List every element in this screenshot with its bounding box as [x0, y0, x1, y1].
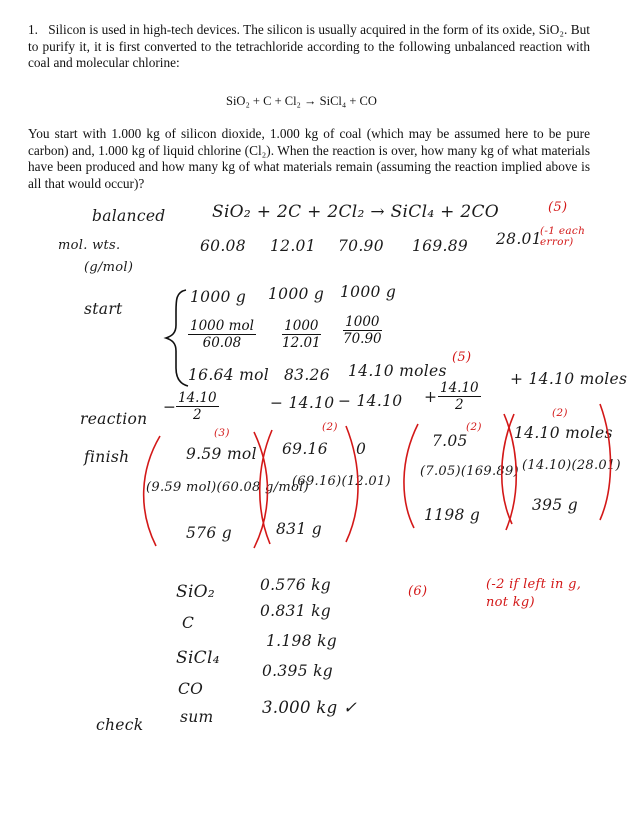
check-label: check — [96, 716, 144, 734]
start-frac-cl2 — [343, 314, 382, 347]
start-moles-c: 83.26 — [284, 366, 330, 384]
start-points: (5) — [452, 350, 472, 365]
summary-c-name: C — [182, 614, 195, 632]
summary-c-value: 0.831 kg — [260, 602, 332, 620]
molwt-label: mol. wts. — [58, 238, 121, 253]
finish-cl2-mol: 0 — [356, 440, 367, 458]
sum-value: 3.000 kg ✓ — [262, 698, 358, 717]
start-brace — [166, 290, 188, 386]
start-label: start — [84, 300, 123, 318]
finish-sio2-calc: (9.59 mol)(60.08 g/mol) — [146, 480, 309, 495]
summary-sicl4-name: SiCl₄ — [176, 648, 220, 668]
problem-number: 1. — [28, 22, 38, 37]
molwt-co: 28.01 — [496, 230, 542, 248]
reaction-c: − 14.10 — [270, 394, 335, 412]
start-moles-sio2: 16.64 mol — [188, 366, 269, 384]
finish-c-g: 831 g — [276, 520, 322, 538]
problem-intro-text: Silicon is used in high-tech devices. The silicon is usually acquired in the form of its oxide, SiO₂. But to purify it, it is first converted to the tetrachloride according to the following unbalanced reaction with coal and molecular chlorine: — [28, 22, 590, 70]
finish-sio2-g: 576 g — [186, 524, 232, 542]
summary-sicl4-value: 1.198 kg — [266, 632, 338, 650]
reaction-sicl4-den: 2 — [455, 397, 464, 413]
finish-sio2-mol: 9.59 mol — [186, 445, 257, 463]
reaction-sio2-den: 2 — [193, 407, 202, 423]
finish-sicl4-g: 1198 g — [424, 506, 481, 524]
finish-c-points: (2) — [322, 421, 338, 433]
reaction-equation: SiO₂ + C + Cl₂ → SiCl₄ + CO — [226, 94, 377, 108]
start-moles-cl2: 14.10 moles — [348, 362, 447, 380]
reaction-plus: + — [424, 388, 438, 406]
reaction-co: + 14.10 moles — [510, 370, 627, 388]
reaction-sio2-frac — [176, 390, 219, 423]
sum-label: sum — [180, 708, 214, 726]
finish-sicl4-points: (2) — [466, 421, 482, 433]
balanced-points: (5) — [548, 200, 568, 215]
balanced-label: balanced — [92, 207, 166, 225]
molwt-c: 12.01 — [270, 237, 316, 255]
summary-sio2-name: SiO₂ — [176, 582, 216, 602]
start-grams-cl2: 1000 g — [340, 283, 397, 301]
summary-points: (6) — [408, 584, 428, 599]
start-frac-cl2-num: 1000 — [343, 314, 382, 331]
problem-intro — [28, 22, 590, 72]
start-frac-c — [282, 318, 321, 351]
start-frac-sio2-den: 60.08 — [202, 335, 242, 351]
start-frac-sio2 — [188, 318, 256, 351]
finish-sio2-points: (3) — [214, 427, 230, 439]
molwt-unit: (g/mol) — [84, 260, 134, 275]
problem-question: You start with 1.000 kg of silicon dioxide, 1.000 kg of coal (which may be assumed here to be pure carbon) and, 1.000 kg of liquid chlorine (Cl₂). When the reaction is over, how many kg of what materials have been produced and how many kg of what materials remain (assuming the reaction implied above is all that would occur)? — [28, 126, 590, 191]
reaction-sio2-num: 14.10 — [178, 390, 217, 406]
summary-co-name: CO — [178, 680, 204, 698]
start-frac-c-den: 12.01 — [282, 335, 321, 351]
finish-sicl4-calc: (7.05)(169.89) — [420, 464, 519, 479]
start-grams-c: 1000 g — [268, 285, 325, 303]
molwt-note: (-1 each error) — [540, 225, 586, 248]
finish-c-mol: 69.16 — [282, 440, 328, 458]
start-frac-c-num: 1000 — [282, 318, 321, 335]
finish-co-mol: 14.10 moles — [514, 424, 613, 442]
start-frac-cl2-den: 70.90 — [343, 331, 382, 347]
finish-co-calc: (14.10)(28.01) — [522, 458, 621, 473]
finish-c-calc: (69.16)(12.01) — [292, 474, 391, 489]
start-frac-sio2-num: 1000 — [190, 318, 225, 334]
reaction-label: reaction — [80, 410, 148, 428]
finish-label: finish — [84, 448, 130, 466]
balanced-equation: SiO₂ + 2C + 2Cl₂ → SiCl₄ + 2CO — [212, 202, 500, 222]
finish-co-g: 395 g — [532, 496, 578, 514]
summary-note: (-2 if left in g, not kg) — [486, 577, 582, 610]
finish-sicl4-mol: 7.05 — [432, 432, 468, 450]
summary-sio2-value: 0.576 kg — [260, 576, 332, 594]
reaction-sicl4-num: 14.10 — [440, 380, 479, 396]
reaction-cl2: − 14.10 — [338, 392, 403, 410]
molwt-sicl4: 169.89 — [412, 237, 469, 255]
molwt-cl2: 70.90 — [338, 237, 384, 255]
molwt-sio2: 60.08 — [200, 237, 246, 255]
reaction-sicl4-frac — [438, 380, 481, 413]
finish-co-points: (2) — [552, 407, 568, 419]
summary-co-value: 0.395 kg — [262, 662, 334, 680]
bracket-sicl4-left — [404, 424, 418, 528]
start-frac-sio2-unit: mol — [228, 318, 254, 334]
start-grams-sio2: 1000 g — [190, 288, 247, 306]
